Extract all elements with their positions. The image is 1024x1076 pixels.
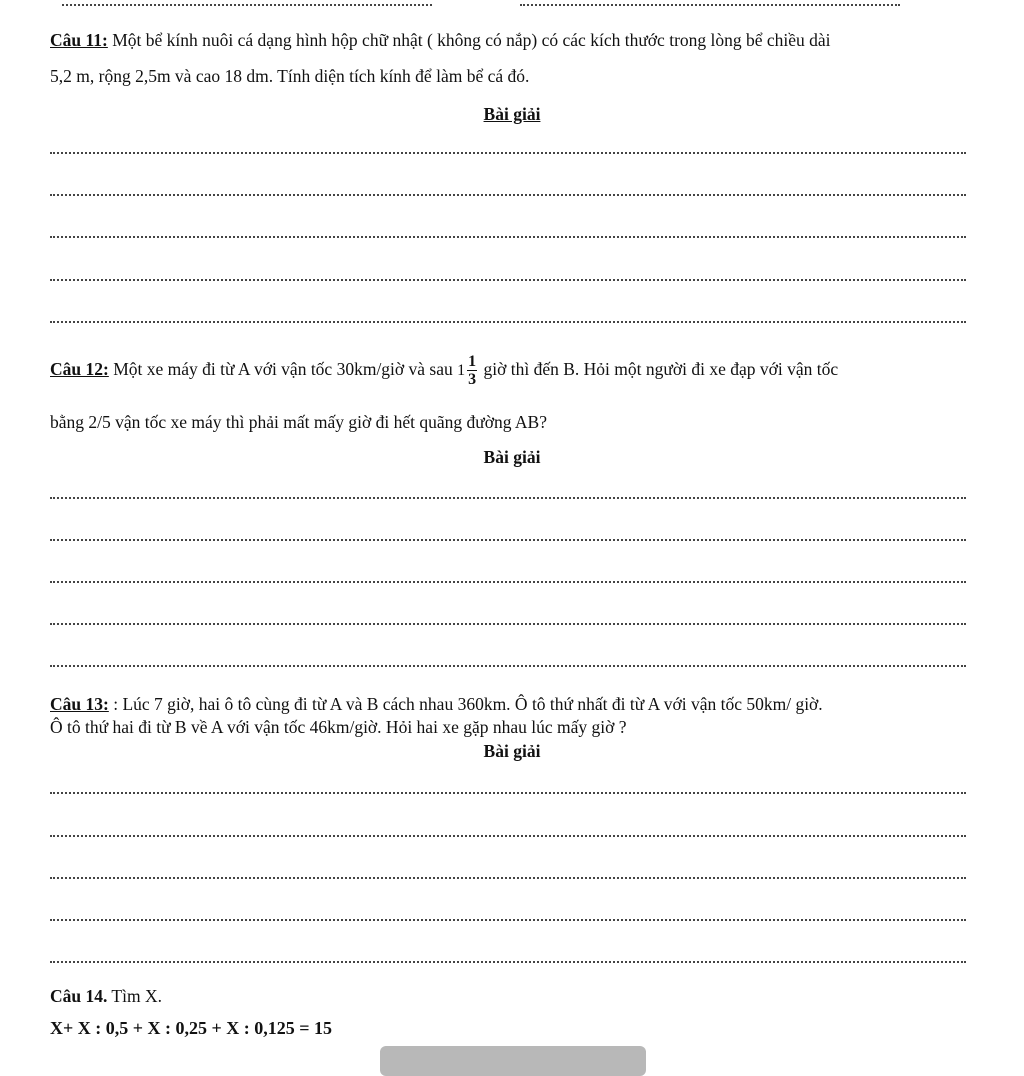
q13-answer-line bbox=[50, 919, 966, 921]
q12-mixed-whole: 1 bbox=[457, 361, 466, 379]
q13-heading bbox=[0, 741, 1024, 762]
q11-answer-line bbox=[50, 194, 966, 196]
q12-fraction bbox=[467, 353, 477, 388]
q12-answer-line bbox=[50, 665, 966, 667]
q11-answer-line bbox=[50, 236, 966, 238]
q11-text-1: Một bể kính nuôi cá dạng hình hộp chữ nhật ( không có nắp) có các kích thước trong lòng bể chiều dài bbox=[107, 30, 831, 50]
q12-answer-line bbox=[50, 497, 966, 499]
q13-text-1: : Lúc 7 giờ, hai ô tô cùng đi từ A và B cách nhau 360km. Ô tô thứ nhất đi từ A với vận tốc 50km/ giờ. bbox=[108, 694, 823, 714]
q11-line-1 bbox=[50, 29, 831, 51]
q12-fraction-numerator: 1 bbox=[468, 353, 477, 371]
q11-heading bbox=[0, 104, 1024, 125]
q13-answer-line bbox=[50, 877, 966, 879]
q13-answer-line bbox=[50, 961, 966, 963]
q11-label: Câu 11: bbox=[50, 30, 108, 50]
q14-prompt: Tìm X. bbox=[107, 986, 162, 1006]
q14-equation: X+ X : 0,5 + X : 0,25 + X : 0,125 = 15 bbox=[50, 1018, 333, 1038]
bottom-gray-bar bbox=[380, 1046, 646, 1076]
top-dotted-line-right bbox=[520, 4, 900, 6]
q13-label: Câu 13: bbox=[50, 694, 109, 714]
q12-answer-line bbox=[50, 581, 966, 583]
q13-text-2: Ô tô thứ hai đi từ B về A với vận tốc 46km/giờ. Hỏi hai xe gặp nhau lúc mấy giờ ? bbox=[50, 717, 627, 737]
q12-answer-line bbox=[50, 623, 966, 625]
q12-label: Câu 12: bbox=[50, 359, 109, 379]
q12-text-1b: giờ thì đến B. Hỏi một người đi xe đạp với vận tốc bbox=[479, 359, 839, 379]
q14-label: Câu 14. bbox=[50, 986, 108, 1006]
q13-heading-text: Bài giải bbox=[483, 741, 541, 761]
q11-heading-text: Bài giải bbox=[483, 104, 541, 124]
q12-text-2: bằng 2/5 vận tốc xe máy thì phải mất mấy giờ đi hết quãng đường AB? bbox=[50, 412, 547, 432]
q13-answer-line bbox=[50, 792, 966, 794]
top-dotted-line-left bbox=[62, 4, 432, 6]
q13-line-1 bbox=[50, 693, 823, 715]
q11-text-2: 5,2 m, rộng 2,5m và cao 18 dm. Tính diện tích kính để làm bể cá đó. bbox=[50, 66, 530, 86]
q12-fraction-denominator: 3 bbox=[468, 371, 477, 389]
q12-heading bbox=[0, 447, 1024, 468]
q12-heading-text: Bài giải bbox=[483, 447, 541, 467]
q13-answer-line bbox=[50, 835, 966, 837]
q12-line-1 bbox=[50, 352, 838, 388]
q13-line-2 bbox=[50, 716, 627, 738]
q11-answer-line bbox=[50, 279, 966, 281]
q11-answer-line bbox=[50, 152, 966, 154]
q12-text-1a: Một xe máy đi từ A với vận tốc 30km/giờ và sau bbox=[108, 359, 458, 379]
q14-line-1 bbox=[50, 985, 162, 1007]
q11-answer-line bbox=[50, 321, 966, 323]
q12-line-2 bbox=[50, 411, 547, 433]
q12-answer-line bbox=[50, 539, 966, 541]
q11-line-2 bbox=[50, 65, 529, 87]
